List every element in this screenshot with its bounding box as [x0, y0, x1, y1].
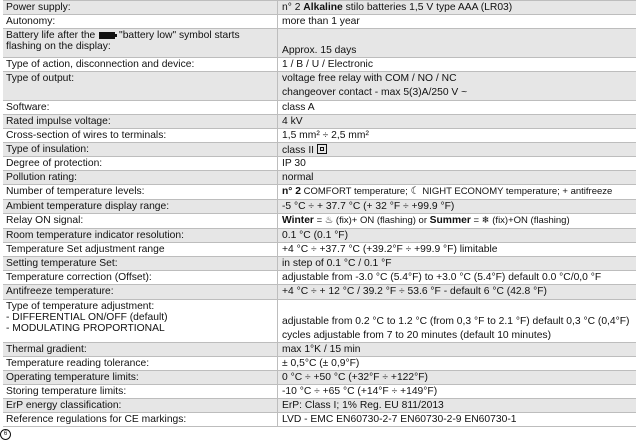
spec-value: ErP: Class I; 1% Reg. EU 811/2013 [282, 400, 444, 411]
spec-value: adjustable from 0.2 °C to 1.2 °C (from 0,3 °F to 2.1 °F) default 0,3 °C (0,4°F) cycles adjustable from 7 to 20 minutes (default 10 minutes) [282, 316, 630, 341]
spec-label: Degree of protection: [3, 157, 278, 170]
spec-label: Room temperature indicator resolution: [3, 229, 278, 242]
spec-row-temperature-levels [3, 185, 636, 200]
spec-label: Battery life after the "battery low" symbol starts flashing on the display: [3, 29, 278, 57]
spec-label: Pollution rating: [3, 171, 278, 184]
battery-low-icon [99, 32, 115, 39]
spec-label: Software: [3, 101, 278, 114]
spec-label: Setting temperature Set: [3, 257, 278, 270]
spec-label: Storing temperature limits: [3, 385, 278, 398]
spec-value: 4 kV [282, 116, 303, 127]
moon-icon: ☾ [410, 186, 420, 197]
spec-row-operating-limits [3, 371, 636, 385]
spec-value: -10 °C ÷ +65 °C (+14°F ÷ +149°F) [282, 386, 438, 397]
spec-value: -5 °C ÷ + 37.7 °C (+ 32 °F ÷ +99.9 °F) [282, 201, 455, 212]
spec-row-antifreeze [3, 285, 636, 300]
spec-row-offset [3, 271, 636, 285]
spec-value: n° 2 COMFORT temperature; ☾ NIGHT ECONOMY temperature; + antifreeze [282, 186, 613, 197]
spec-label: Reference regulations for CE markings: [3, 413, 278, 426]
spec-label: Ambient temperature display range: [3, 200, 278, 213]
spec-row-protection [3, 157, 636, 171]
spec-row-relay-signal [3, 214, 636, 229]
spec-label: Rated impulse voltage: [3, 115, 278, 128]
spec-value: 1 / B / U / Electronic [282, 59, 373, 70]
spec-value: adjustable from -3.0 °C (5.4°F) to +3.0 °C (5.4°F) default 0.0 °C/0,0 °F [282, 272, 602, 283]
spec-label: ErP energy classification: [3, 399, 278, 412]
spec-value: LVD - EMC EN60730-2-7 EN60730-2-9 EN60730-1 [282, 414, 517, 425]
spec-value: +4 °C ÷ +37.7 °C (+39.2°F ÷ +99.9 °F) limitable [282, 244, 498, 255]
spec-label: Number of temperature levels: [3, 185, 278, 199]
spec-row-output-type [3, 72, 636, 101]
spec-row-set-step [3, 257, 636, 271]
spec-value: 1,5 mm² ÷ 2,5 mm² [282, 130, 369, 141]
spec-row-insulation [3, 143, 636, 157]
spec-row-resolution [3, 229, 636, 243]
spec-row-wire-section [3, 129, 636, 143]
spec-value: IP 30 [282, 158, 306, 169]
spec-label: Power supply: [3, 1, 278, 14]
spec-value: n° 2 Alkaline stilo batteries 1,5 V type AAA (LR03) [282, 2, 513, 13]
spec-value: more than 1 year [282, 16, 360, 27]
spec-row-tolerance [3, 357, 636, 371]
spec-value: ± 0,5°C (± 0,9°F) [282, 358, 360, 369]
page-number-mark: 6 [0, 429, 11, 440]
spec-label: Type of output: [3, 72, 278, 100]
spec-label: Operating temperature limits: [3, 371, 278, 384]
spec-row-software [3, 101, 636, 115]
spec-value: Winter = ♨ (fix)+ ON (flashing) or Summer = ❄ (fix)+ON (flashing) [282, 215, 570, 226]
spec-label: Thermal gradient: [3, 343, 278, 356]
spec-value: in step of 0.1 °C / 0.1 °F [282, 258, 392, 269]
spec-row-ce-regulations [3, 413, 636, 427]
spec-label: Temperature correction (Offset): [3, 271, 278, 284]
spec-value: 0 °C ÷ +50 °C (+32°F ÷ +122°F) [282, 372, 428, 383]
spec-value: voltage free relay with COM / NO / NC changeover contact - max 5(3)A/250 V ~ [282, 73, 468, 98]
spec-row-impulse-voltage [3, 115, 636, 129]
spec-row-battery-life [3, 29, 636, 58]
spec-row-power-supply [3, 0, 636, 15]
spec-label: Type of insulation: [3, 143, 278, 156]
spec-table [3, 0, 636, 427]
spec-value: max 1°K / 15 min [282, 344, 361, 355]
spec-row-gradient [3, 343, 636, 357]
spec-label: Type of action, disconnection and device: [3, 58, 278, 71]
spec-value: class II [278, 143, 636, 156]
spec-row-storing-limits [3, 385, 636, 399]
spec-label: Cross-section of wires to terminals: [3, 129, 278, 142]
spec-row-autonomy [3, 15, 636, 29]
spec-value: normal [282, 172, 314, 183]
spec-label: Temperature reading tolerance: [3, 357, 278, 370]
spec-value: class A [282, 102, 315, 113]
spec-row-adjustment-type [3, 300, 636, 343]
double-insulation-icon [317, 144, 327, 154]
spec-row-action-type [3, 58, 636, 72]
spec-value: +4 °C ÷ + 12 °C / 39.2 °F ÷ 53.6 °F - default 6 °C (42.8 °F) [282, 286, 547, 297]
spec-row-pollution [3, 171, 636, 185]
spec-value: Approx. 15 days [282, 45, 357, 56]
spec-row-set-range [3, 243, 636, 257]
spec-label: Antifreeze temperature: [3, 285, 278, 299]
spec-row-display-range [3, 200, 636, 214]
spec-label: Relay ON signal: [3, 214, 278, 228]
spec-row-erp [3, 399, 636, 413]
spec-label: Type of temperature adjustment: - DIFFERENTIAL ON/OFF (default) - MODULATING PROPORTIONAL [3, 300, 278, 342]
spec-label: Autonomy: [3, 15, 278, 28]
spec-value: 0.1 °C (0.1 °F) [282, 230, 349, 241]
spec-label: Temperature Set adjustment range [3, 243, 278, 256]
